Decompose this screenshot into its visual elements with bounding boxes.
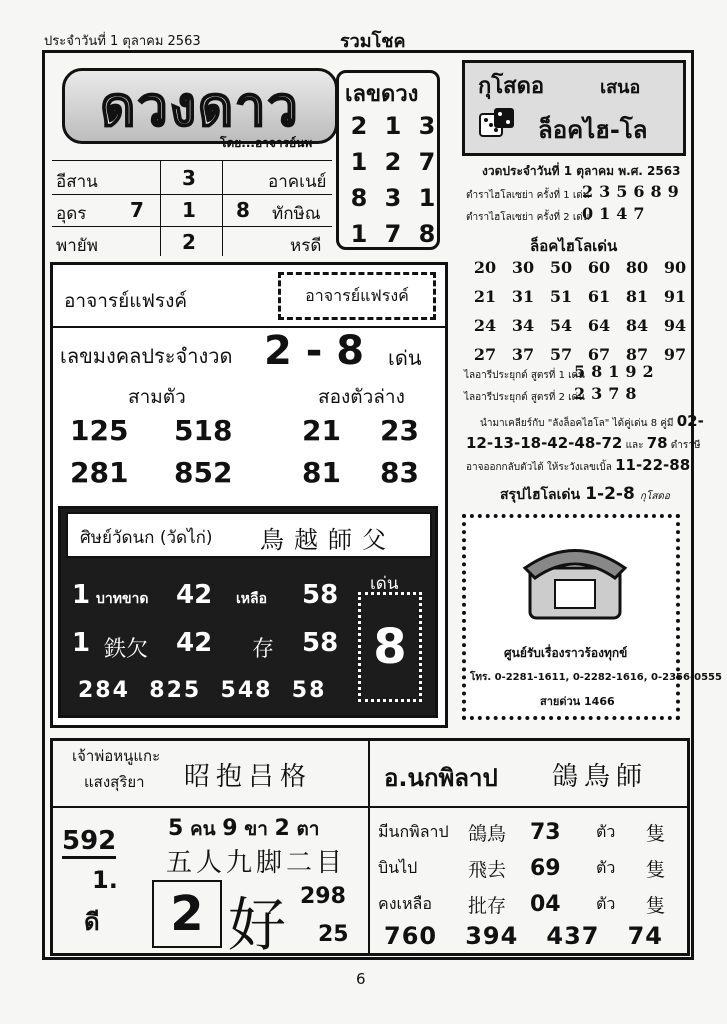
bottom-left-number: 592	[62, 826, 116, 859]
dice-icon	[478, 104, 518, 144]
two-digit-heading: สองตัวล่าง	[318, 386, 405, 408]
divider	[368, 738, 370, 954]
hilo-number: 37	[511, 345, 535, 364]
count-row-unit: ตัว	[596, 857, 616, 877]
hilo-number: 54	[549, 316, 573, 335]
column-title: รวมโชค	[340, 31, 406, 52]
hilo-grid	[466, 258, 694, 364]
lottery-1-digits: 58192	[574, 362, 660, 381]
dir-udon-value-3: 8	[236, 198, 250, 222]
lucky-title: เลขมงคลประจำงวด	[60, 344, 233, 368]
complaint-center-name: ศูนย์รับเรื่องราวร้องทุกข์	[504, 646, 628, 660]
two-digit-number: 81	[302, 456, 341, 489]
bottom-left-row-chinese: 五人九脚二目	[166, 848, 347, 878]
lock-hilo-title: ล็อคไฮ-โล	[538, 116, 648, 144]
count-row-value: 69	[530, 855, 561, 881]
lekduang-digit: 2	[384, 148, 402, 176]
bird-den-label: เด่น	[370, 574, 399, 594]
two-digit-number: 83	[380, 456, 419, 489]
divider	[52, 160, 332, 161]
divider	[222, 160, 223, 256]
lekduang-digit: 1	[384, 112, 402, 140]
lucky-value: 2 - 8	[264, 328, 365, 374]
hilo-number: 50	[549, 258, 573, 277]
lekduang-digit: 7	[418, 148, 436, 176]
note-line-3	[466, 456, 690, 475]
hilo-number: 90	[663, 258, 687, 277]
duangdao-logo: ดวงดาว	[62, 68, 338, 144]
hilo-number: 27	[473, 345, 497, 364]
complaint-hotline: สายด่วน 1466	[540, 695, 615, 708]
final-number: 437	[546, 922, 600, 950]
three-digit-number: 852	[174, 456, 233, 489]
bottom-left-line-2b: ดี	[84, 908, 100, 936]
two-digit-number: 23	[380, 414, 419, 447]
hilo-number: 94	[663, 316, 687, 335]
lekduang-digit: 8	[350, 184, 368, 212]
lekduang-title: เลขดวง	[345, 82, 419, 107]
bird-chinese-title: 鳥越師父	[260, 526, 396, 554]
three-digit-number: 281	[70, 456, 129, 489]
bottom-left-n1: 298	[300, 884, 346, 909]
hilo-number: 30	[511, 258, 535, 277]
bird-final-number: 58	[291, 678, 327, 703]
formula-1-label: ตำราไฮโลเซย่า ครั้งที่ 1 เด่น	[466, 190, 590, 201]
page-number: 6	[356, 970, 366, 988]
lekduang-grid	[346, 112, 440, 248]
hilo-number: 61	[587, 287, 611, 306]
bird-count-table	[378, 814, 684, 922]
count-row-unit: ตัว	[596, 893, 616, 913]
dir-udon: อุดร	[56, 204, 87, 224]
three-digit-number: 518	[174, 414, 233, 447]
bird-row-2-remain: 58	[302, 628, 339, 658]
summary-signature: กุโสดอ	[639, 491, 670, 502]
dir-payap: พายัพ	[56, 236, 98, 256]
kuso-subtitle: เสนอ	[600, 77, 641, 98]
two-digit-number: 21	[302, 414, 341, 447]
divider	[53, 326, 445, 328]
count-row-chinese: 飛去	[468, 858, 507, 881]
summary-value: 1-2-8	[585, 484, 635, 504]
bird-row-1-remain: 58	[302, 580, 339, 610]
row-a-item: 2	[274, 816, 290, 841]
hilo-number: 20	[473, 258, 497, 277]
final-number: 394	[465, 922, 519, 950]
note-1-value: 02-	[676, 412, 704, 430]
bird-row-2-value: 42	[176, 628, 213, 658]
count-row-value: 04	[530, 891, 561, 917]
frang-tag: อาจารย์แฟรงค์	[278, 272, 436, 320]
bird-final-number: 825	[149, 678, 202, 703]
hilo-number: 57	[549, 345, 573, 364]
hilo-number: 67	[587, 345, 611, 364]
formula-2-label: ตำราไฮโลเซย่า ครั้งที่ 2 เด่น	[466, 212, 590, 223]
hilo-number: 97	[663, 345, 687, 364]
frang-title: อาจารย์แฟรงค์	[64, 290, 188, 312]
hilo-number: 91	[663, 287, 687, 306]
bottom-right-final-numbers	[384, 922, 663, 950]
note-2-suffix: ดำราษี	[670, 440, 701, 451]
lekduang-digit: 1	[350, 148, 368, 176]
row-a-item: คน	[189, 818, 216, 840]
formula-2-digits: 0147	[582, 204, 651, 223]
count-row-label: บินไป	[378, 857, 418, 877]
lekduang-digit: 1	[350, 220, 368, 248]
final-number: 760	[384, 922, 438, 950]
hilo-number: 51	[549, 287, 573, 306]
lottery-1-label: ไลอารีประยุกต์ สูตรที่ 1 เด่น	[464, 370, 585, 381]
lucky-den: เด่น	[388, 346, 422, 370]
logo-byline: โดย...อาจารย์นพ	[220, 136, 313, 150]
hilo-number: 80	[625, 258, 649, 277]
bottom-left-name-2: แสงสุริยา	[84, 773, 145, 791]
bottom-right-title: อ.นกพิลาป	[384, 764, 498, 792]
hilo-number: 81	[625, 287, 649, 306]
hilo-den-title: ล็อคไฮโลเด่น	[530, 237, 618, 255]
issue-date: ประจำวันที่ 1 ตุลาคม 2563	[44, 34, 201, 49]
summary-line	[500, 484, 670, 506]
three-digit-heading: สามตัว	[128, 386, 186, 408]
count-row-chinese-unit: 隻	[646, 894, 666, 917]
hilo-number: 34	[511, 316, 535, 335]
hilo-number: 24	[473, 316, 497, 335]
kuso-title: กุโสดอ	[478, 74, 545, 99]
row-a-item: ขา	[244, 818, 268, 840]
count-row-chinese: 鴿鳥	[468, 822, 507, 845]
count-row-chinese-unit: 隻	[646, 822, 666, 845]
hilo-number: 84	[625, 316, 649, 335]
hilo-number: 64	[587, 316, 611, 335]
bird-row-1-count: 1	[72, 580, 91, 610]
bird-final-numbers	[78, 678, 326, 703]
note-2-and: และ	[625, 440, 644, 451]
lekduang-digit: 3	[384, 184, 402, 212]
row-a-item: 5	[168, 816, 184, 841]
hilo-number: 21	[473, 287, 497, 306]
final-number: 74	[627, 922, 663, 950]
count-row-label: มีนกพิลาป	[378, 821, 449, 841]
formula-1-digits: 235689	[582, 182, 685, 201]
note-line-2	[466, 434, 700, 453]
bird-row-2-rest: 存	[252, 637, 275, 662]
lekduang-digit: 1	[418, 184, 436, 212]
bird-row-2-count: 1	[72, 628, 91, 658]
hilo-number: 60	[587, 258, 611, 277]
hilo-number: 31	[511, 287, 535, 306]
bird-den-value: 8	[358, 592, 422, 702]
bird-row-1-value: 42	[176, 580, 213, 610]
bird-row-1-label: บาทขาด	[96, 591, 149, 607]
lekduang-digit: 3	[418, 112, 436, 140]
note-1-text: นำมาเคลียร์กับ "ลังล็อคไฮโล" ได้คู่เด่น 8 คู่มี	[480, 418, 674, 429]
hao-character: 好	[228, 891, 287, 959]
complaint-phones: โทร. 0-2281-1611, 0-2282-1616, 0-2356-0555	[470, 672, 722, 683]
bird-title: ศิษย์วัดนก (วัดไก่)	[80, 528, 213, 548]
bottom-left-n2: 25	[318, 922, 349, 947]
row-a-item: 9	[222, 816, 238, 841]
count-row-chinese-unit: 隻	[646, 858, 666, 881]
lekduang-digit: 8	[418, 220, 436, 248]
dir-udon-value-2: 1	[182, 198, 196, 222]
bottom-left-name-1: เจ้าพ่อหนูแกะ	[72, 747, 161, 765]
lottery-2-label: ไลอารีประยุกต์ สูตรที่ 2 เด่น	[464, 392, 585, 403]
draw-date: งวดประจำวันที่ 1 ตุลาคม พ.ศ. 2563	[482, 164, 681, 178]
bottom-left-line-2a: 1.	[92, 866, 118, 894]
dir-payap-value: 2	[182, 230, 196, 254]
note-2-value: 78	[646, 434, 668, 452]
dir-isan: อีสาน	[56, 172, 98, 192]
bottom-left-row-a	[168, 814, 319, 844]
dir-taksin: ทักษิณ	[272, 204, 321, 224]
summary-label: สรุปไฮโลเด่น	[500, 487, 581, 503]
bird-row-2-label: 鉄欠	[104, 637, 149, 662]
note-3-text: อาจออกกลับตัวได้ ให้ระวังเลขเบิ้ล	[466, 462, 612, 473]
bird-final-number: 284	[78, 678, 130, 703]
bottom-left-big-number: 2	[152, 880, 222, 948]
divider	[52, 806, 688, 808]
dir-isan-value: 3	[182, 166, 196, 190]
dir-akne: อาคเนย์	[268, 172, 327, 192]
bird-final-number: 548	[220, 678, 273, 703]
dir-hordi: หรดี	[290, 236, 322, 256]
count-row-value: 73	[530, 819, 561, 845]
divider	[160, 160, 161, 256]
dir-udon-value-1: 7	[130, 198, 144, 222]
lottery-2-digits: 2378	[574, 384, 643, 403]
hilo-number: 87	[625, 345, 649, 364]
telephone-icon	[520, 528, 630, 628]
note-3-value: 11-22-88	[615, 456, 691, 474]
note-2-pairs: 12-13-18-42-48-72	[466, 434, 623, 452]
bottom-right-chinese: 鴿鳥師	[552, 762, 649, 792]
count-row-label: คงเหลือ	[378, 893, 432, 913]
count-row-unit: ตัว	[596, 821, 616, 841]
lekduang-digit: 2	[350, 112, 368, 140]
bottom-left-chinese: 昭抱吕格	[184, 762, 313, 792]
count-row-chinese: 批存	[468, 894, 507, 917]
three-digit-number: 125	[70, 414, 129, 447]
note-line-1	[480, 412, 704, 431]
bird-row-1-rest: เหลือ	[236, 591, 268, 607]
row-a-item: ตา	[296, 818, 320, 840]
lekduang-digit: 7	[384, 220, 402, 248]
